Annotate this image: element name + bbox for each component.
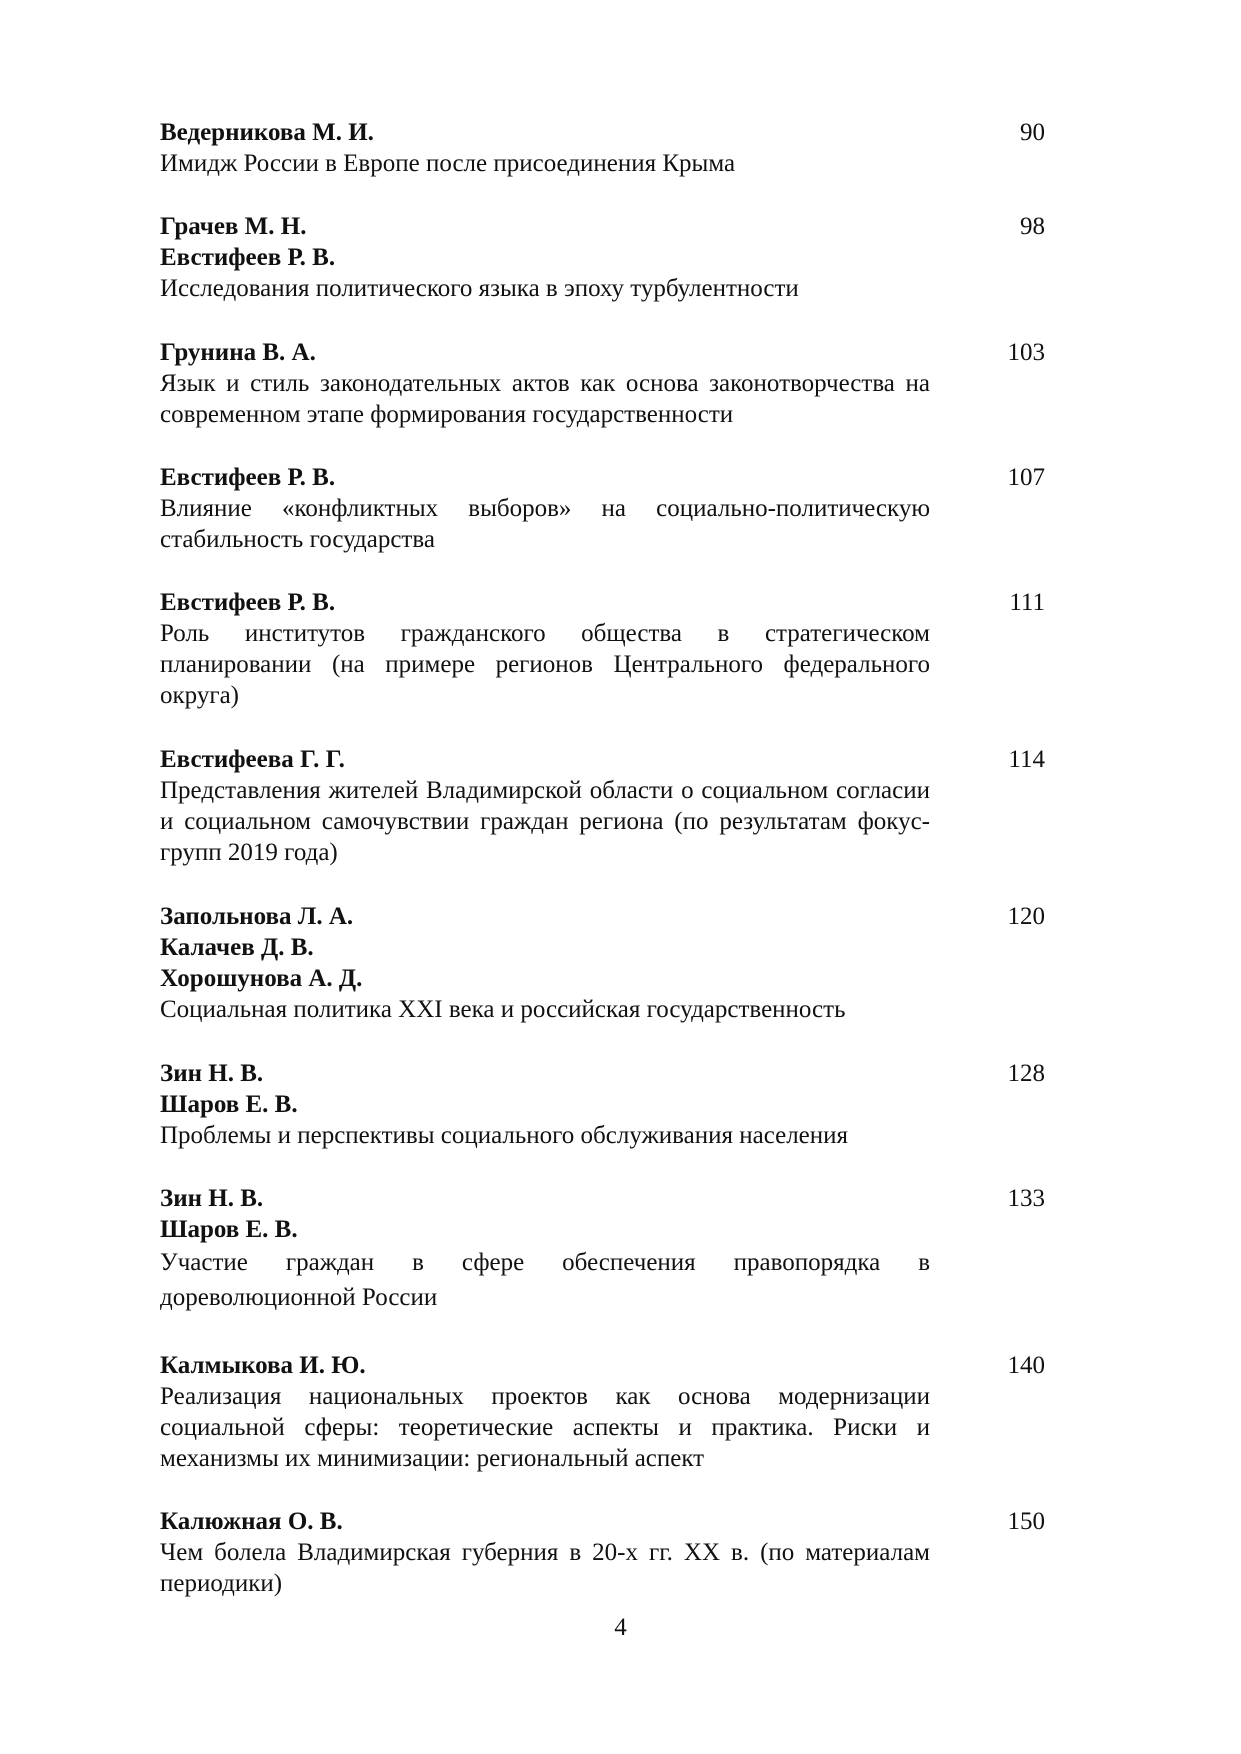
entry-authors xyxy=(160,744,930,775)
entry-title: Имидж России в Европе после присоединения Крыма xyxy=(160,150,736,177)
entry-author: Калюжная О. В. xyxy=(160,1508,343,1535)
entry-author: Калачев Д. В. xyxy=(160,934,314,961)
toc-entry xyxy=(160,211,1045,304)
entry-author: Калмыкова И. Ю. xyxy=(160,1352,366,1379)
toc-entry xyxy=(160,901,1045,1025)
entry-authors xyxy=(160,337,930,368)
entry-page-ref: 98 xyxy=(1020,213,1045,240)
page-number: 4 xyxy=(614,1614,627,1641)
entry-title: Исследования политического языка в эпоху турбулентности xyxy=(160,275,799,302)
toc-entry xyxy=(160,1506,1045,1599)
entry-authors xyxy=(160,1183,930,1245)
entry-authors xyxy=(160,901,930,994)
toc-entry xyxy=(160,337,1045,430)
entry-author: Запольнова Л. А. xyxy=(160,903,354,930)
entry-author: Зин Н. В. xyxy=(160,1185,264,1212)
entry-title: Проблемы и перспективы социального обслуживания населения xyxy=(160,1122,849,1149)
entry-title: Реализация национальных проектов как основа модернизации социальной сферы: теоретические аспекты и практика. Риски и механизмы их минимизации: региональный аспект xyxy=(160,1383,930,1472)
entry-author: Ведерникова М. И. xyxy=(160,119,374,146)
entry-authors xyxy=(160,1058,930,1120)
entry-page-ref: 128 xyxy=(1007,1060,1045,1087)
entry-title: Чем болела Владимирская губерния в 20-х гг. XX в. (по материалам периодики) xyxy=(160,1539,930,1597)
entry-title: Роль институтов гражданского общества в стратегическом планировании (на примере регионов Центрального федерального округа) xyxy=(160,620,930,709)
toc-entry xyxy=(160,744,1045,868)
entry-title: Представления жителей Владимирской области о социальном согласии и социальном самочувствии граждан региона (по результатам фокус-групп 2019 года) xyxy=(160,777,930,866)
entry-author: Грачев М. Н. xyxy=(160,213,307,240)
entry-author: Хорошунова А. Д. xyxy=(160,965,363,992)
entry-title: Участие граждан в сфере обеспечения правопорядка в дореволюционной России xyxy=(160,1249,930,1311)
entry-author: Евстифеева Г. Г. xyxy=(160,746,345,773)
entry-title: Влияние «конфликтных выборов» на социально-политическую стабильность государства xyxy=(160,495,930,553)
entry-page-ref: 107 xyxy=(1007,464,1045,491)
toc-entry xyxy=(160,1058,1045,1151)
entry-page-ref: 111 xyxy=(1009,589,1045,616)
toc-entry xyxy=(160,462,1045,555)
entry-authors xyxy=(160,1350,930,1381)
entry-authors xyxy=(160,462,930,493)
entry-author: Шаров Е. В. xyxy=(160,1091,298,1118)
entry-page-ref: 140 xyxy=(1007,1352,1045,1379)
toc-entry xyxy=(160,587,1045,711)
entry-author: Евстифеев Р. В. xyxy=(160,589,336,616)
toc-entry xyxy=(160,117,1045,179)
entry-author: Грунина В. А. xyxy=(160,339,316,366)
entry-author: Евстифеев Р. В. xyxy=(160,244,336,271)
entry-author: Евстифеев Р. В. xyxy=(160,464,336,491)
entry-authors xyxy=(160,587,930,618)
entry-authors xyxy=(160,211,930,273)
toc-entry xyxy=(160,1350,1045,1474)
entry-author: Зин Н. В. xyxy=(160,1060,264,1087)
toc-entry xyxy=(160,1183,1045,1315)
entry-title: Социальная политика XXI века и российская государственность xyxy=(160,996,846,1023)
entry-page-ref: 90 xyxy=(1020,119,1045,146)
entry-title: Язык и стиль законодательных актов как основа законотворчества на современном этапе формирования государственности xyxy=(160,370,930,428)
entry-authors xyxy=(160,1506,930,1537)
entry-page-ref: 120 xyxy=(1007,903,1045,930)
entry-authors xyxy=(160,117,930,148)
entry-page-ref: 150 xyxy=(1007,1508,1045,1535)
entry-author: Шаров Е. В. xyxy=(160,1216,298,1243)
entry-page-ref: 133 xyxy=(1007,1185,1045,1212)
entry-page-ref: 103 xyxy=(1007,339,1045,366)
entry-page-ref: 114 xyxy=(1008,746,1045,773)
